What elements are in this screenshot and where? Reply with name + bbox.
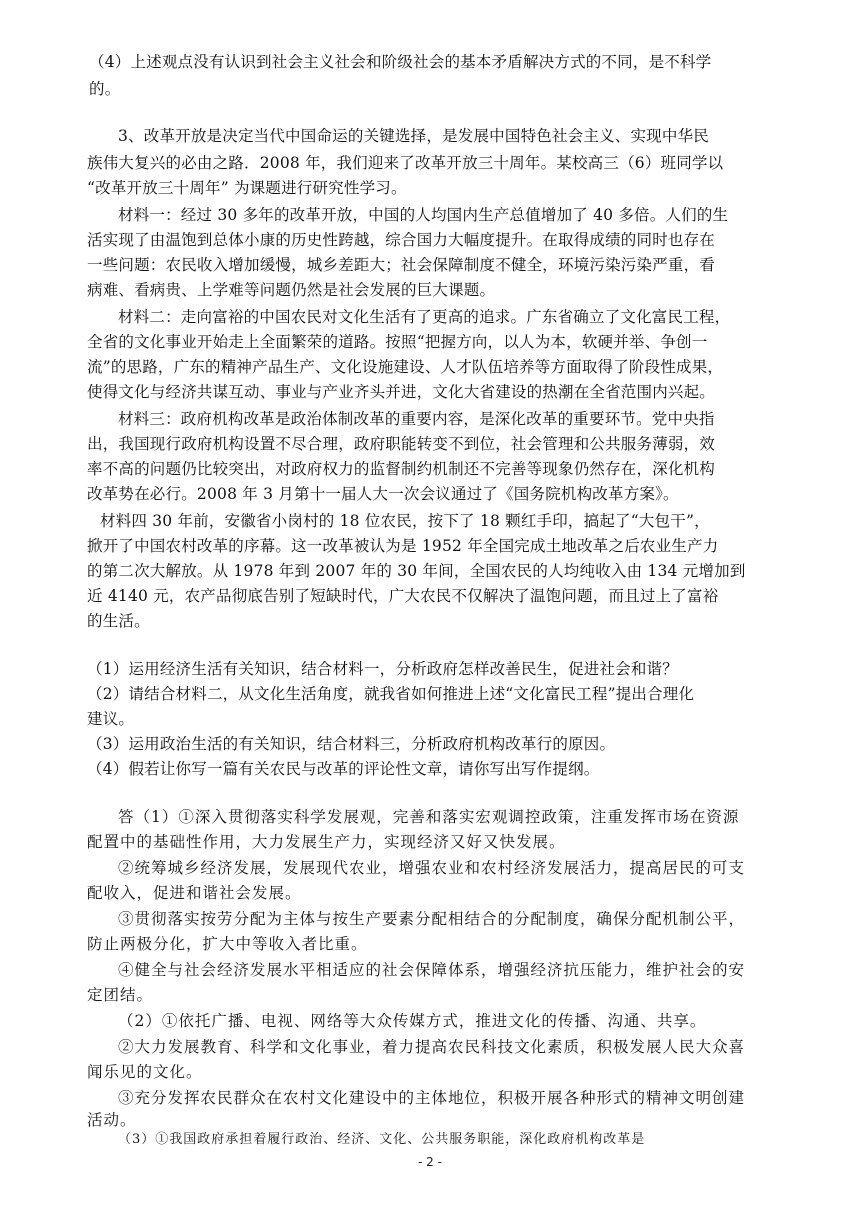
sub-question-1: （1）运用经济生活有关知识，结合材料一，分析政府怎样改善民生，促进社会和谐？ [87,660,678,678]
answer-1-line: 配置中的基础性作用，大力发展生产力，实现经济又好又快发展。 [87,833,566,851]
question-intro-line: “改革开放三十周年” 为课题进行研究性学习。 [87,179,407,197]
page-number: - 2 - [418,1155,442,1169]
answer-2-line: 闻乐见的文化。 [87,1063,203,1081]
answer-2-line: ③充分发挥农民群众在农村文化建设中的主体地位，积极开展各种形式的精神文明创建 [118,1089,746,1107]
material-3-line: 改革势在必行。2008 年 3 月第十一届人大一次会议通过了《国务院机构改革方案》。 [87,485,679,503]
answer-1-line: 答（1）①深入贯彻落实科学发展观，完善和落实宏观调控政策，注重发挥市场在资源 [118,808,740,826]
material-1-line: 一些问题：农民收入增加缓慢，城乡差距大；社会保障制度不健全，环境污染污染严重，看 [87,256,716,274]
answer-1-line: 防止两极分化，扩大中等收入者比重。 [87,935,368,953]
q4-answer-line-1: （4）上述观点没有认识到社会主义社会和阶级社会的基本矛盾解决方式的不同，是不科学 [89,53,712,71]
answer-1-line: ④健全与社会经济发展水平相适应的社会保障体系，增强经济抗压能力，维护社会的安 [118,961,746,979]
question-intro-line: 3、改革开放是决定当代中国命运的关键选择，是发展中国特色社会主义、实现中华民 [118,127,709,145]
answer-1-line: ③贯彻落实按劳分配为主体与按生产要素分配相结合的分配制度，确保分配机制公平， [118,910,746,928]
answer-2-line: 活动。 [87,1111,137,1129]
material-3-line: 材料三：政府机构改革是政治体制改革的重要内容，是深化改革的重要环节。党中央指 [118,410,715,428]
material-1-line: 活实现了由温饱到总体小康的历史性跨越，综合国力大幅度提升。在取得成绩的同时也存在 [87,231,716,249]
sub-question-2-cont: 建议。 [87,710,135,728]
sub-question-2: （2）请结合材料二，从文化生活角度，就我省如何推进上述“文化富民工程”提出合理化 [87,685,695,703]
material-2-line: 流”的思路，广东的精神产品生产、文化设施建设、人才队伍培养等方面取得了阶段性成果， [87,358,724,376]
material-3-line: 出，我国现行政府机构设置不尽合理，政府职能转变不到位，社会管理和公共服务薄弱，效 [87,435,716,453]
material-2-line: 使得文化与经济共谋互动、事业与产业齐头并进，文化大省建设的热潮在全省范围内兴起。 [87,383,716,401]
material-4-line: 的生活。 [87,612,150,630]
answer-3-line: （3）①我国政府承担着履行政治、经济、文化、公共服务职能，深化政府机构改革是 [118,1132,646,1147]
question-intro-line: 族伟大复兴的必由之路．2008 年，我们迎来了改革开放三十周年。某校高三（6）班同学以 [87,154,724,172]
sub-question-3: （3）运用政治生活的有关知识，结合材料三，分析政府机构改革行的原因。 [87,735,616,753]
q4-answer-line-2: 的。 [89,80,121,98]
answer-2-line: ②大力发展教育、科学和文化事业，着力提高农民科技文化素质，积极发展人民大众喜 [118,1038,746,1056]
answer-2-line: （2）①依托广播、电视、网络等大众传媒方式，推进文化的传播、沟通、共享。 [118,1012,707,1030]
material-2-line: 材料二：走向富裕的中国农民对文化生活有了更高的追求。广东省确立了文化富民工程， [118,308,731,326]
material-4-line: 掀开了中国农村改革的序幕。这一改革被认为是 1952 年全国完成土地改革之后农业生产力 [87,537,719,555]
material-1-line: 病难、看病贵、上学难等问题仍然是社会发展的巨大课题。 [87,281,496,299]
answer-1-line: ②统筹城乡经济发展，发展现代农业，增强农业和农村经济发展活力，提高居民的可支 [118,859,746,877]
material-4-line: 材料四 30 年前，安徽省小岗村的 18 位农民，按下了 18 颗红手印，搞起了“大包干”， [100,512,710,530]
answer-1-line: 定团结。 [87,986,154,1004]
material-2-line: 全省的文化事业开始走上全面繁荣的道路。按照“把握方向，以人为本，软硬并举、争创一 [87,333,708,351]
material-4-line: 的第二次大解放。从 1978 年到 2007 年的 30 年间，全国农民的人均纯收入由 134 元增加到 [87,562,746,580]
material-1-line: 材料一：经过 30 多年的改革开放，中国的人均国内生产总值增加了 40 多倍。人们的生 [118,206,729,224]
material-4-line: 近 4140 元，农产品彻底告别了短缺时代，广大农民不仅解决了温饱问题，而且过上了富裕 [87,587,719,605]
sub-question-4: （4）假若让你写一篇有关农民与改革的评论性文章，请你写出写作提纲。 [87,760,600,778]
material-3-line: 率不高的问题仍比较突出，对政府权力的监督制约机制还不完善等现象仍然存在，深化机构 [87,460,716,478]
answer-1-line: 配收入，促进和谐社会发展。 [87,884,302,902]
